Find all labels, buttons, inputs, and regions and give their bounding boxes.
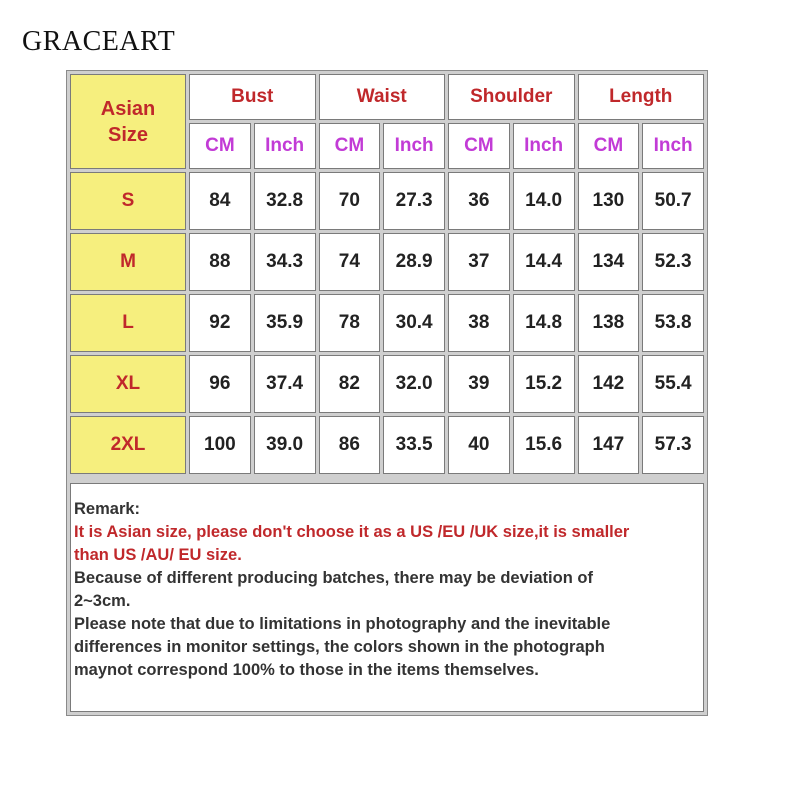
asian-size-warning-line1: It is Asian size, please don't choose it as a US /EU /UK size,it is smaller — [74, 523, 630, 541]
batch-deviation-line1: Because of different producing batches, there may be deviation of — [74, 569, 593, 587]
waist-inch-cell: 27.3 — [383, 172, 445, 230]
unit-header: Inch — [383, 123, 445, 169]
asian-size-warning-line2: than US /AU/ EU size. — [74, 546, 242, 564]
size-row-xl — [70, 355, 704, 413]
waist-inch-cell: 30.4 — [383, 294, 445, 352]
shoulder-cm-cell: 40 — [448, 416, 510, 474]
waist-inch-cell: 28.9 — [383, 233, 445, 291]
bust-inch-cell: 34.3 — [254, 233, 316, 291]
waist-cm-cell: 70 — [319, 172, 381, 230]
unit-header: Inch — [642, 123, 704, 169]
size-table — [67, 71, 707, 477]
length-cm-cell: 130 — [578, 172, 640, 230]
bust-inch-cell: 35.9 — [254, 294, 316, 352]
bust-cm-cell: 92 — [189, 294, 251, 352]
size-label: 2XL — [70, 416, 186, 474]
size-row-m — [70, 233, 704, 291]
length-inch-cell: 50.7 — [642, 172, 704, 230]
photo-note-line1: Please note that due to limitations in photography and the inevitable — [74, 615, 611, 633]
bust-header: Bust — [189, 74, 316, 120]
photo-note-line2: differences in monitor settings, the colors shown in the photograph — [74, 638, 605, 656]
bust-inch-cell: 39.0 — [254, 416, 316, 474]
shoulder-inch-cell: 14.0 — [513, 172, 575, 230]
size-row-2xl — [70, 416, 704, 474]
remark-box — [70, 483, 704, 712]
size-row-l — [70, 294, 704, 352]
size-label: XL — [70, 355, 186, 413]
waist-cm-cell: 82 — [319, 355, 381, 413]
asian-size-header — [70, 74, 186, 169]
batch-deviation-line2: 2~3cm. — [74, 592, 131, 610]
size-label: S — [70, 172, 186, 230]
size-label: M — [70, 233, 186, 291]
length-cm-cell: 138 — [578, 294, 640, 352]
length-cm-cell: 147 — [578, 416, 640, 474]
unit-header: CM — [578, 123, 640, 169]
bust-inch-cell: 37.4 — [254, 355, 316, 413]
shoulder-cm-cell: 39 — [448, 355, 510, 413]
waist-cm-cell: 78 — [319, 294, 381, 352]
bust-cm-cell: 84 — [189, 172, 251, 230]
shoulder-inch-cell: 15.2 — [513, 355, 575, 413]
size-row-s — [70, 172, 704, 230]
bust-cm-cell: 100 — [189, 416, 251, 474]
bust-inch-cell: 32.8 — [254, 172, 316, 230]
remark-title: Remark: — [74, 500, 141, 518]
waist-cm-cell: 86 — [319, 416, 381, 474]
bust-cm-cell: 88 — [189, 233, 251, 291]
shoulder-inch-cell: 15.6 — [513, 416, 575, 474]
corner-label-line2: Size — [107, 123, 149, 146]
waist-inch-cell: 33.5 — [383, 416, 445, 474]
length-inch-cell: 55.4 — [642, 355, 704, 413]
length-header: Length — [578, 74, 705, 120]
bust-cm-cell: 96 — [189, 355, 251, 413]
shoulder-cm-cell: 38 — [448, 294, 510, 352]
shoulder-cm-cell: 36 — [448, 172, 510, 230]
size-chart — [66, 70, 708, 716]
corner-label-line1: Asian — [100, 97, 156, 120]
unit-header: Inch — [254, 123, 316, 169]
shoulder-inch-cell: 14.4 — [513, 233, 575, 291]
shoulder-cm-cell: 37 — [448, 233, 510, 291]
group-header-row — [70, 74, 704, 120]
waist-inch-cell: 32.0 — [383, 355, 445, 413]
photo-note-line3: maynot correspond 100% to those in the items themselves. — [74, 661, 539, 679]
brand-logo-text: GRACEART — [22, 26, 176, 57]
length-inch-cell: 57.3 — [642, 416, 704, 474]
shoulder-inch-cell: 14.8 — [513, 294, 575, 352]
shoulder-header: Shoulder — [448, 74, 575, 120]
unit-header: CM — [189, 123, 251, 169]
unit-header: Inch — [513, 123, 575, 169]
length-cm-cell: 142 — [578, 355, 640, 413]
size-label: L — [70, 294, 186, 352]
unit-header: CM — [319, 123, 381, 169]
length-inch-cell: 52.3 — [642, 233, 704, 291]
unit-header: CM — [448, 123, 510, 169]
length-inch-cell: 53.8 — [642, 294, 704, 352]
waist-header: Waist — [319, 74, 446, 120]
waist-cm-cell: 74 — [319, 233, 381, 291]
length-cm-cell: 134 — [578, 233, 640, 291]
